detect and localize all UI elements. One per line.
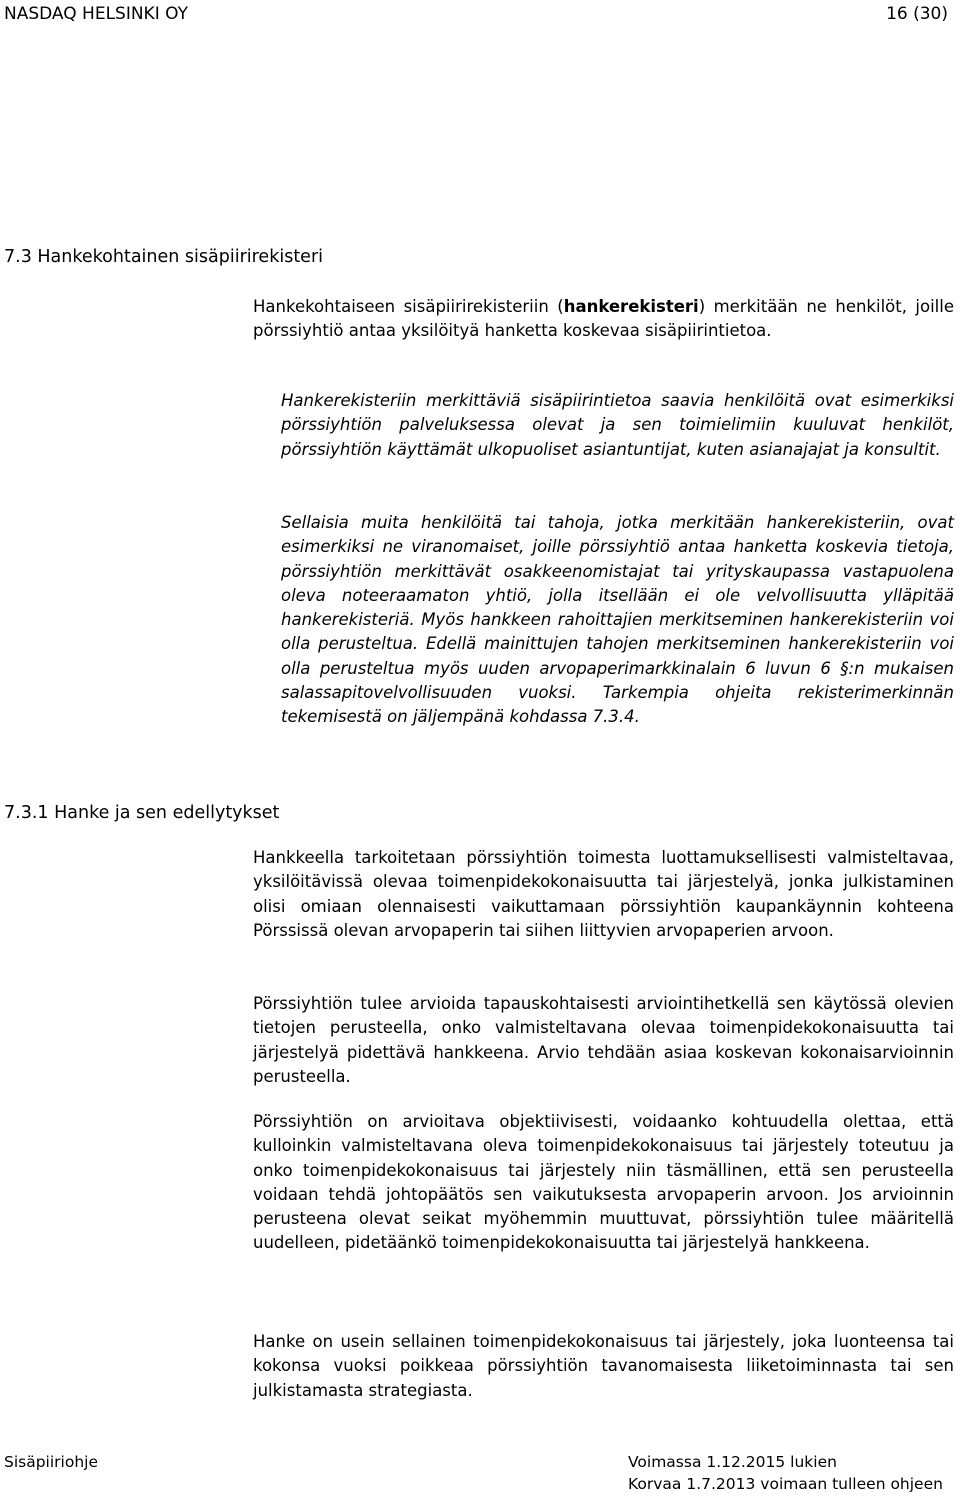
- footer-valid-from: Voimassa 1.12.2015 lukien: [628, 1453, 837, 1471]
- example-paragraph: Hankerekisteriin merkittäviä sisäpiirintietoa saavia henkilöitä ovat esimerkiksi pörssiyhtiön palveluksessa olevat ja sen toimielimiin kuuluvat henkilöt, pörssiyhtiön käyttämät ulkopuoliset asiantuntijat, kuten asianajajat ja konsultit.: [281, 391, 954, 459]
- intro-text-end: ) merkitään ne henkilöt, joille pörssiyhtiö antaa yksilöityä hanketta koskevaa sisäpiirintietoa.: [253, 297, 954, 341]
- header-company: NASDAQ HELSINKI OY: [4, 4, 188, 24]
- footer-document-name: Sisäpiiriohje: [4, 1453, 98, 1471]
- intro-bold-term: hankerekisteri: [563, 297, 699, 316]
- body-paragraph-3: Pörssiyhtiön on arvioitava objektiivisesti, voidaanko kohtuudella olettaa, että kulloinkin valmisteltavana oleva toimenpidekokonaisuus tai järjestely toteutuu ja onko toimenpidekokonaisuus tai järjestely niin täsmällinen, että sen perusteella voidaan tehdä johtopäätös sen vaikutuksesta arvopaperin arvoon. Jos arvioinnin perusteena olevat seikat myöhemmin muuttuvat, pörssiyhtiön tulee määritellä uudelleen, pidetäänkö toimenpidekokonaisuutta tai järjestelyä hankkeena.: [253, 1112, 954, 1253]
- header-page-number: 16 (30): [886, 4, 948, 24]
- footer-replaces: Korvaa 1.7.2013 voimaan tulleen ohjeen: [628, 1475, 943, 1493]
- body-paragraph-2: Pörssiyhtiön tulee arvioida tapauskohtaisesti arviointihetkellä sen käytössä olevien tietojen perusteella, onko valmisteltavana olevaa toimenpidekokonaisuutta tai järjestelyä pidettävä hankkeena. Arvio tehdään asiaa koskevan kokonaisarvioinnin perusteella.: [253, 994, 954, 1086]
- subsection-heading: 7.3.1 Hanke ja sen edellytykset: [4, 803, 280, 823]
- section-heading: 7.3 Hankekohtainen sisäpiirirekisteri: [4, 247, 323, 267]
- section-intro-paragraph: [253, 295, 954, 344]
- intro-text-start: Hankekohtaiseen sisäpiirirekisteriin (: [253, 297, 564, 316]
- others-paragraph: Sellaisia muita henkilöitä tai tahoja, jotka merkitään hankerekisteriin, ovat esimerkiksi ne viranomaiset, joille pörssiyhtiö antaa hanketta koskevia tietoja, pörssiyhtiön merkittävät osakkeenomistajat tai yrityskaupassa vastapuolena oleva noteeraamaton yhtiö, jolla itsellään ei ole velvollisuutta ylläpitää hankerekisteriä. Myös hankkeen rahoittajien merkitseminen hankerekisteriin voi olla perusteltua. Edellä mainittujen tahojen merkitseminen hankerekisteriin voi olla perusteltua myös uuden arvopaperimarkkinalain 6 luvun 6 §:n mukaisen salassapitovelvollisuuden vuoksi. Tarkempia ohjeita rekisterimerkinnän tekemisestä on jäljempänä kohdassa 7.3.4.: [281, 513, 954, 727]
- body-paragraph-1: Hankkeella tarkoitetaan pörssiyhtiön toimesta luottamuksellisesti valmisteltavaa, yksilöitävissä olevaa toimenpidekokonaisuutta tai järjestelyä, jonka julkistaminen olisi omiaan olennaisesti vaikuttamaan pörssiyhtiön kaupankäynnin kohteena Pörssissä olevan arvopaperin tai siihen liittyvien arvopaperien arvoon.: [253, 848, 954, 940]
- body-paragraph-4: Hanke on usein sellainen toimenpidekokonaisuus tai järjestely, joka luonteensa tai kokonsa vuoksi poikkeaa pörssiyhtiön tavanomaisesta liiketoiminnasta tai sen julkistamasta strategiasta.: [253, 1332, 954, 1400]
